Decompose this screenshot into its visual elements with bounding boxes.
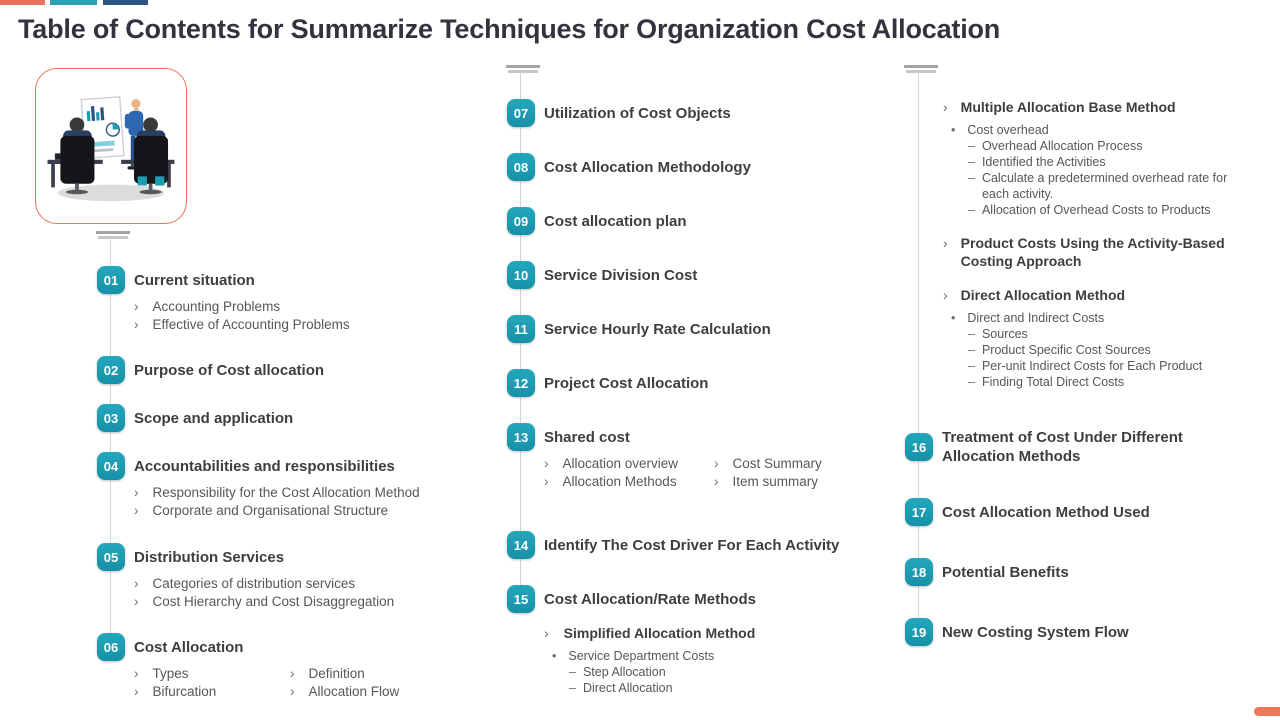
dash-label: Product Specific Cost Sources <box>981 343 1151 357</box>
toc-item-title: Project Cost Allocation <box>544 374 709 392</box>
method-dash-item <box>968 170 1277 202</box>
toc-item-row <box>97 452 467 480</box>
method-dash-item <box>968 374 1277 390</box>
toc-item-title: Treatment of Cost Under Different Allocation Methods <box>942 429 1183 465</box>
toc-item-row <box>97 356 467 384</box>
dash-label: Calculate a predetermined overhead rate for each activity. <box>981 171 1228 201</box>
toc-number-badge: 12 <box>507 369 535 397</box>
toc-number-badge: 05 <box>97 543 125 571</box>
toc-subitem <box>134 575 467 593</box>
method-dash-item <box>968 154 1277 170</box>
toc-subitem <box>544 455 714 473</box>
bullet-label: Direct and Indirect Costs <box>967 311 1105 325</box>
toc-subitem-label: Item summary <box>732 474 819 489</box>
presentation-illustration-card <box>35 68 187 224</box>
toc-subitems <box>134 484 467 520</box>
toc-subitem-label: Accounting Problems <box>152 299 281 314</box>
toc-item-row <box>507 585 877 613</box>
toc-item-04 <box>97 452 467 520</box>
dash-icon: – <box>968 171 975 185</box>
dash-icon: – <box>968 327 975 341</box>
toc-item-title: Distribution Services <box>134 548 285 566</box>
toc-bullet-item <box>552 648 877 664</box>
toc-item-13 <box>507 423 877 491</box>
footer-accent-bar <box>1254 707 1280 716</box>
bullet-icon: • <box>951 311 956 325</box>
toc-subitems <box>134 575 467 611</box>
toc-subitem <box>290 683 467 701</box>
toc-item-row <box>507 423 877 451</box>
toc-subitems <box>134 298 467 334</box>
toc-subitem-label: Allocation Flow <box>308 684 400 699</box>
toc-number-badge: 08 <box>507 153 535 181</box>
toc-subitem <box>134 683 290 701</box>
chevron-icon: › <box>134 299 139 314</box>
toc-subitem <box>134 484 467 502</box>
presentation-illustration <box>42 75 180 217</box>
toc-dash-item <box>569 680 877 696</box>
toc-number-badge: 04 <box>97 452 125 480</box>
toc-number-badge: 10 <box>507 261 535 289</box>
method-group-title-label: Product Costs Using the Activity-Based Costing Approach <box>960 235 1225 269</box>
toc-subitems <box>544 455 877 491</box>
toc-item-title: Scope and application <box>134 409 294 427</box>
toc-item-title: Service Division Cost <box>544 266 698 284</box>
toc-subitem-label: Types <box>152 666 189 681</box>
dash-label: Per-unit Indirect Costs for Each Product <box>981 359 1203 373</box>
method-dash-item <box>968 358 1277 374</box>
toc-number-badge: 19 <box>905 618 933 646</box>
method-group-title <box>943 98 1277 116</box>
toc-dash-item <box>569 664 877 680</box>
slide-title: Table of Contents for Summarize Techniques for Organization Cost Allocation <box>18 14 1001 44</box>
dash-icon: – <box>569 681 576 695</box>
toc-item-14 <box>507 531 877 559</box>
method-group <box>943 98 1277 218</box>
toc-subitem-label: Cost Summary <box>732 456 822 471</box>
dash-label: Allocation of Overhead Costs to Products <box>981 203 1211 217</box>
toc-number-badge: 17 <box>905 498 933 526</box>
toc-subitem <box>290 665 467 683</box>
toc-item-row <box>507 315 877 343</box>
toc-item-row <box>507 261 877 289</box>
timeline-divider-left <box>96 231 130 239</box>
toc-item-15 <box>507 585 877 696</box>
toc-item-10 <box>507 261 877 289</box>
chevron-icon: › <box>134 684 139 699</box>
chevron-icon: › <box>943 287 948 303</box>
dash-label: Identified the Activities <box>981 155 1106 169</box>
method-group-title-label: Multiple Allocation Base Method <box>960 99 1176 115</box>
method-label: Simplified Allocation Method <box>563 625 756 641</box>
allocation-method-groups <box>943 98 1277 406</box>
toc-subitem <box>134 502 467 520</box>
chevron-icon: › <box>943 235 948 251</box>
toc-number-badge: 01 <box>97 266 125 294</box>
chevron-icon: › <box>544 456 549 471</box>
toc-subitem <box>134 665 290 683</box>
toc-number-badge: 06 <box>97 633 125 661</box>
toc-item-06 <box>97 633 467 701</box>
accent-bar-teal <box>50 0 97 5</box>
toc-item-title: Purpose of Cost allocation <box>134 361 325 379</box>
toc-item-row <box>97 633 467 661</box>
chevron-icon: › <box>290 684 295 699</box>
toc-item-12 <box>507 369 877 397</box>
accent-bar-salmon <box>0 0 45 5</box>
toc-item-09 <box>507 207 877 235</box>
toc-number-badge: 09 <box>507 207 535 235</box>
toc-item-02 <box>97 356 467 384</box>
toc-subitem-label: Categories of distribution services <box>152 576 356 591</box>
chevron-icon: › <box>134 594 139 609</box>
chevron-icon: › <box>134 503 139 518</box>
toc-item-row <box>507 207 877 235</box>
method-group <box>943 234 1277 270</box>
toc-item-row <box>905 428 1205 466</box>
toc-subitems <box>134 665 467 701</box>
method-dash-item <box>968 326 1277 342</box>
toc-item-title: Potential Benefits <box>942 563 1069 581</box>
toc-item-title: Current situation <box>134 271 255 289</box>
toc-number-badge: 16 <box>905 433 933 461</box>
toc-number-badge: 13 <box>507 423 535 451</box>
toc-item-title: New Costing System Flow <box>942 623 1129 641</box>
toc-item-row <box>507 531 877 559</box>
toc-number-badge: 11 <box>507 315 535 343</box>
bullet-icon: • <box>552 649 557 663</box>
toc-item-title: Utilization of Cost Objects <box>544 104 731 122</box>
method-dash-item <box>968 342 1277 358</box>
bullet-icon: • <box>951 123 956 137</box>
chevron-icon: › <box>544 474 549 489</box>
toc-item-row <box>905 498 1205 526</box>
toc-item-row <box>97 266 467 294</box>
timeline-line-right <box>918 72 919 635</box>
toc-subitem <box>714 473 877 491</box>
chevron-icon: › <box>714 474 719 489</box>
method-bullet-item <box>951 122 1277 138</box>
bullet-label: Cost overhead <box>967 123 1049 137</box>
toc-subitem-label: Definition <box>308 666 365 681</box>
toc-item-row <box>905 558 1205 586</box>
dash-icon: – <box>569 665 576 679</box>
toc-item-title: Accountabilities and responsibilities <box>134 457 395 475</box>
toc-item-19 <box>905 618 1205 646</box>
toc-number-badge: 18 <box>905 558 933 586</box>
toc-item-row <box>905 618 1205 646</box>
toc-subitem-label: Cost Hierarchy and Cost Disaggregation <box>152 594 395 609</box>
toc-number-badge: 14 <box>507 531 535 559</box>
toc-item-05 <box>97 543 467 611</box>
toc-subitem <box>134 316 467 334</box>
dash-icon: – <box>968 139 975 153</box>
dash-label: Overhead Allocation Process <box>981 139 1143 153</box>
dash-label: Direct Allocation <box>582 681 673 695</box>
toc-item-07 <box>507 99 877 127</box>
toc-item-title: Cost Allocation Methodology <box>544 158 751 176</box>
chevron-icon: › <box>134 666 139 681</box>
chevron-icon: › <box>544 625 549 641</box>
toc-item-03 <box>97 404 467 432</box>
toc-item-18 <box>905 558 1205 586</box>
timeline-divider-middle <box>506 65 540 73</box>
toc-item-row <box>97 543 467 571</box>
toc-item-row <box>507 99 877 127</box>
dash-label: Step Allocation <box>582 665 666 679</box>
toc-item-row <box>97 404 467 432</box>
method-dash-item <box>968 202 1277 218</box>
method-bullet-item <box>951 310 1277 326</box>
toc-subitem <box>134 298 467 316</box>
method-group-title <box>943 234 1277 270</box>
chevron-icon: › <box>134 485 139 500</box>
chevron-icon: › <box>943 99 948 115</box>
toc-subitem-label: Effective of Accounting Problems <box>152 317 350 332</box>
toc-item-11 <box>507 315 877 343</box>
method-group <box>943 286 1277 390</box>
toc-number-badge: 02 <box>97 356 125 384</box>
timeline-divider-right <box>904 65 938 73</box>
toc-subitem-label: Bifurcation <box>152 684 217 699</box>
toc-nested <box>544 624 877 696</box>
chevron-icon: › <box>134 576 139 591</box>
method-group-title <box>943 286 1277 304</box>
toc-item-row <box>507 153 877 181</box>
toc-item-08 <box>507 153 877 181</box>
bullet-label: Service Department Costs <box>568 649 715 663</box>
dash-label: Finding Total Direct Costs <box>981 375 1125 389</box>
method-dash-item <box>968 138 1277 154</box>
toc-number-badge: 03 <box>97 404 125 432</box>
dash-icon: – <box>968 375 975 389</box>
toc-item-title: Shared cost <box>544 428 630 446</box>
toc-item-title: Cost Allocation Method Used <box>942 503 1150 521</box>
method-group-title-label: Direct Allocation Method <box>960 287 1126 303</box>
toc-subitem-label: Allocation overview <box>562 456 679 471</box>
toc-subitem <box>134 593 467 611</box>
toc-number-badge: 15 <box>507 585 535 613</box>
toc-subitem-label: Responsibility for the Cost Allocation Method <box>152 485 420 500</box>
toc-item-title: Cost allocation plan <box>544 212 687 230</box>
dash-icon: – <box>968 359 975 373</box>
toc-item-16 <box>905 428 1205 466</box>
toc-subitem-label: Allocation Methods <box>562 474 677 489</box>
toc-item-title: Cost Allocation/Rate Methods <box>544 590 756 608</box>
dash-icon: – <box>968 203 975 217</box>
chevron-icon: › <box>134 317 139 332</box>
chevron-icon: › <box>290 666 295 681</box>
toc-item-17 <box>905 498 1205 526</box>
dash-icon: – <box>968 155 975 169</box>
toc-sub-method <box>544 624 877 642</box>
toc-subitem <box>714 455 877 473</box>
chevron-icon: › <box>714 456 719 471</box>
toc-item-title: Cost Allocation <box>134 638 244 656</box>
toc-item-row <box>507 369 877 397</box>
toc-subitem <box>544 473 714 491</box>
accent-bar-navy <box>103 0 148 5</box>
dash-label: Sources <box>981 327 1028 341</box>
toc-number-badge: 07 <box>507 99 535 127</box>
toc-item-title: Identify The Cost Driver For Each Activity <box>544 536 840 554</box>
toc-item-01 <box>97 266 467 334</box>
toc-item-title: Service Hourly Rate Calculation <box>544 320 771 338</box>
toc-subitem-label: Corporate and Organisational Structure <box>152 503 389 518</box>
dash-icon: – <box>968 343 975 357</box>
